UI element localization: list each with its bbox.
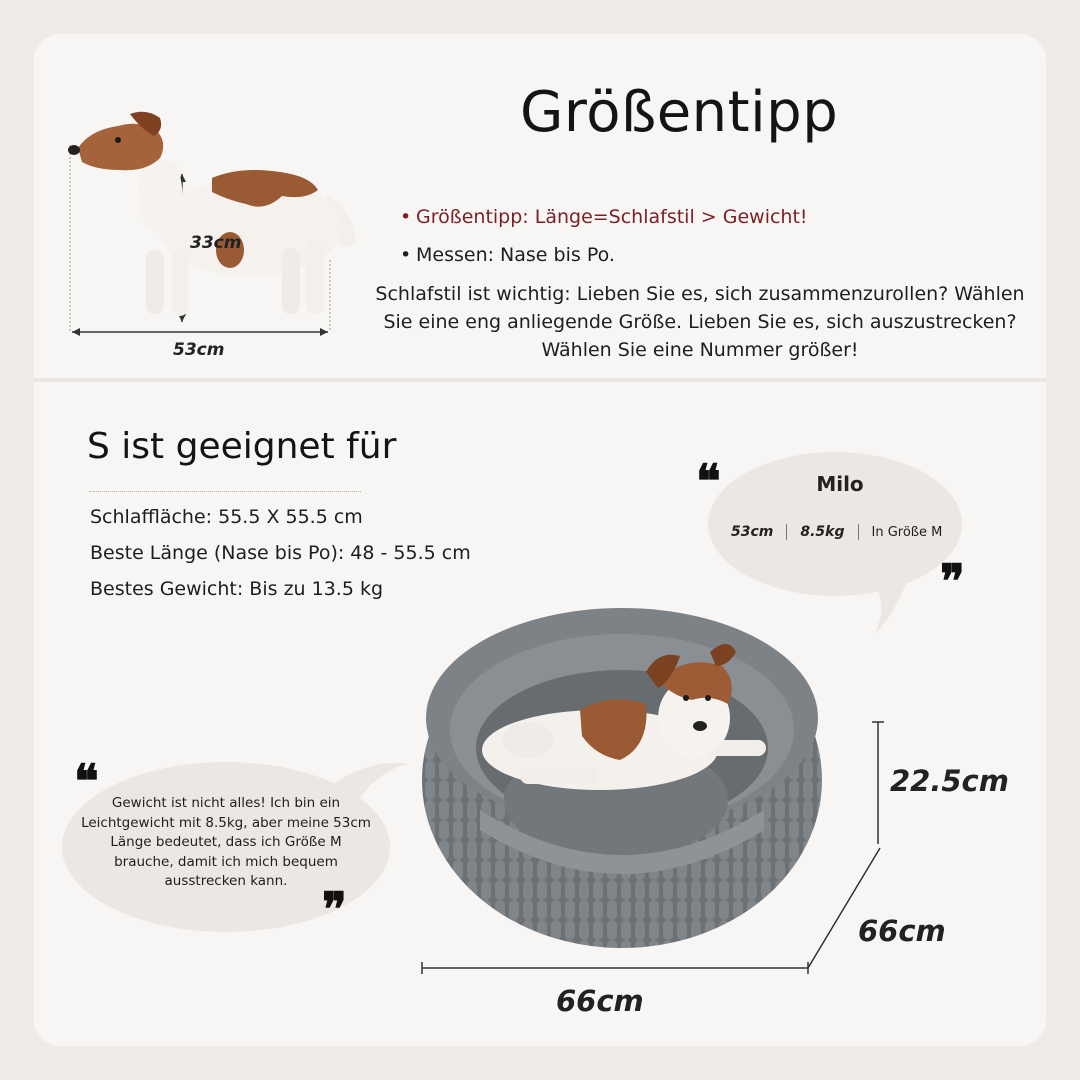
sleep-style-paragraph: Schlafstil ist wichtig: Lieben Sie es, sich zusammenzurollen? Wählen Sie eine eng anliegende Größe. Lieben Sie es, sich auszustrecken? Wählen Sie eine Nummer größer! (375, 283, 1025, 361)
size-title: S ist geeignet für (87, 426, 397, 467)
spec-best-length: Beste Länge (Nase bis Po): 48 - 55.5 cm (90, 542, 471, 564)
bed-width-label: 66cm (556, 984, 644, 1018)
bed-height-label: 22.5cm (890, 764, 1009, 798)
dotted-divider (89, 491, 361, 492)
spec-sleep-area: Schlaffläche: 55.5 X 55.5 cm (90, 506, 363, 528)
reviewer-length: 53cm (718, 524, 787, 540)
section-divider (34, 378, 1046, 382)
spec-best-weight: Bestes Gewicht: Bis zu 13.5 kg (90, 578, 384, 600)
close-quote-icon: ❞ (322, 882, 347, 936)
bed-depth-label: 66cm (858, 914, 946, 948)
dog-bed-image (410, 600, 1040, 1020)
page-title: Größentipp (520, 80, 839, 145)
open-quote-icon: ❝ (696, 454, 721, 508)
reviewer-weight: 8.5kg (787, 524, 858, 540)
reviewer-size: In Größe M (871, 524, 943, 540)
dog-length-label: 53cm (173, 340, 225, 360)
tip-item-size: • Größentipp: Länge=Schlafstil > Gewicht! (400, 198, 808, 236)
tip-item-measure: • Messen: Nase bis Po. (400, 236, 808, 274)
reviewer-name: Milo (816, 472, 864, 496)
dog-height-label: 33cm (190, 233, 242, 253)
close-quote-icon: ❞ (940, 554, 965, 608)
reviewer-stats (718, 518, 955, 546)
tip-list (400, 198, 808, 274)
open-quote-icon: ❝ (74, 754, 99, 808)
quote-text: Gewicht ist nicht alles! Ich bin ein Leichtgewicht mit 8.5kg, aber meine 53cm Länge bedeutet, dass ich Größe M brauche, damit ich mich bequem ausstrecken kann. (81, 795, 371, 889)
